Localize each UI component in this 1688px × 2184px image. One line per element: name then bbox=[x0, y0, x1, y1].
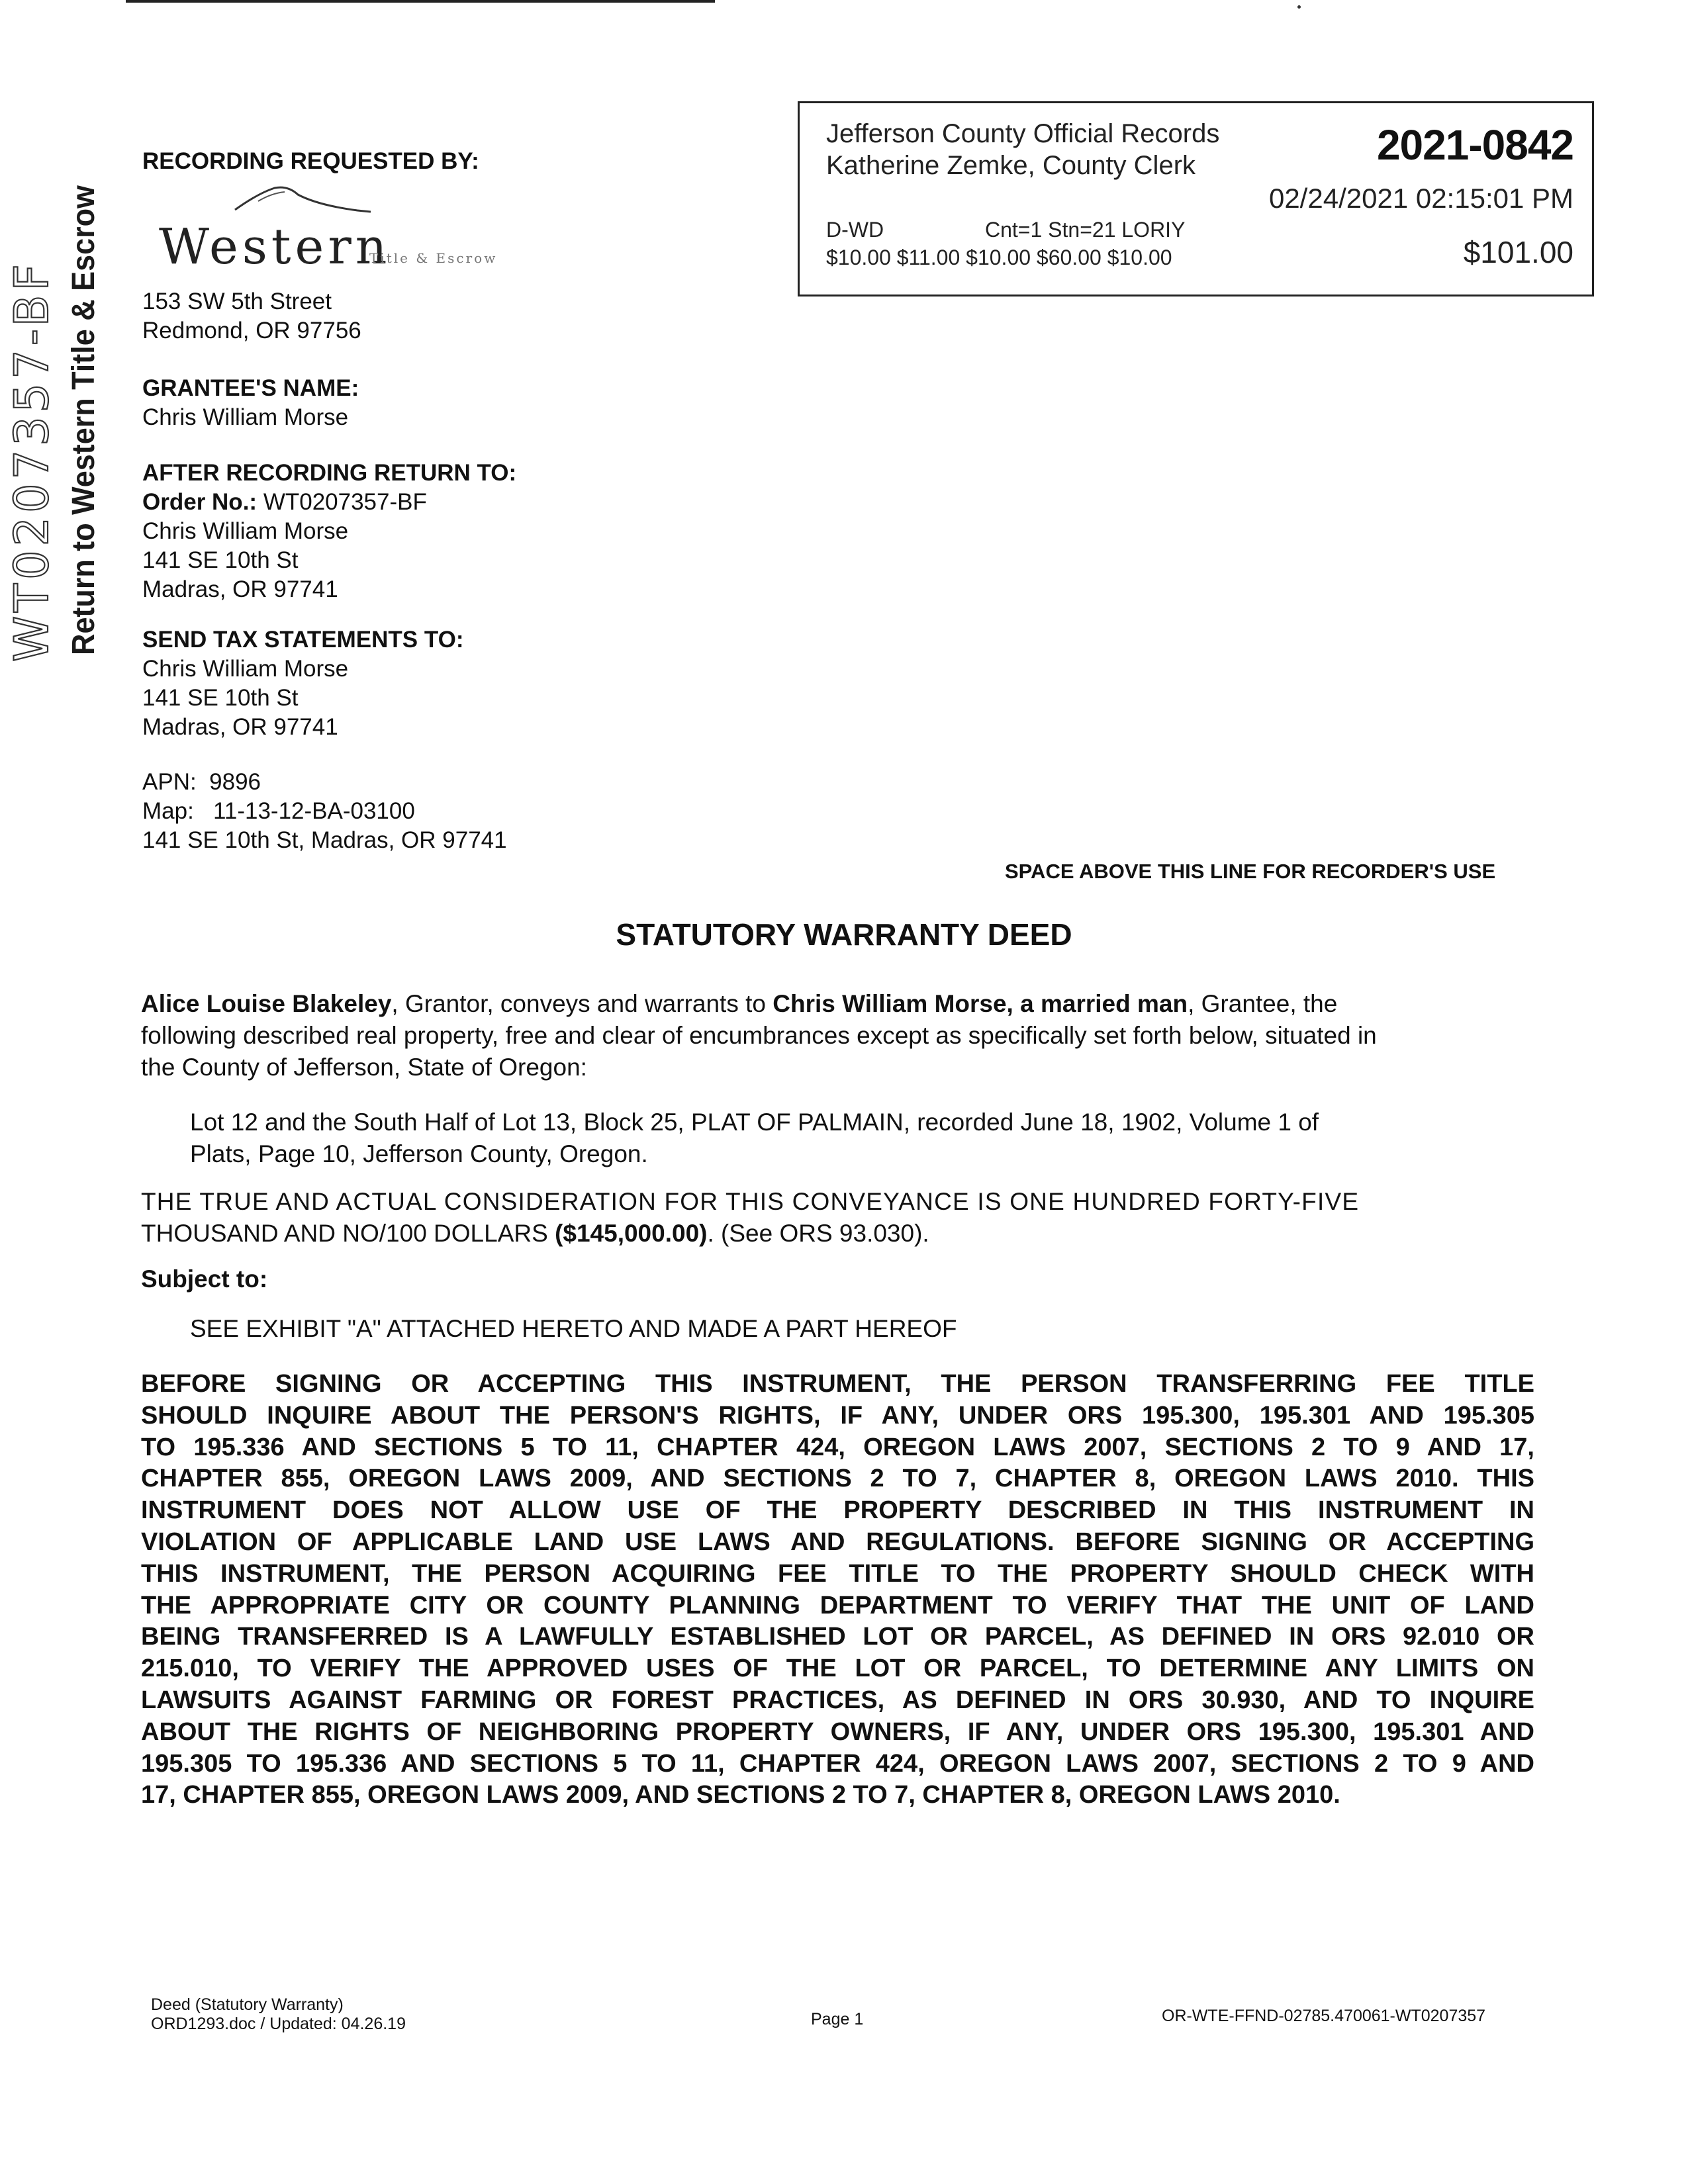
footer-form-info bbox=[151, 1995, 406, 2034]
footer-reference: OR-WTE-FFND-02785.470061-WT0207357 bbox=[1162, 2007, 1486, 2025]
recording-datetime: 02/24/2021 02:15:01 PM bbox=[1268, 183, 1573, 214]
logo-subtitle: Title & Escrow bbox=[369, 250, 498, 266]
return-to-section bbox=[142, 459, 516, 604]
property-info bbox=[142, 768, 507, 855]
tax-city: Madras, OR 97741 bbox=[142, 714, 338, 740]
fee-total: $101.00 bbox=[1463, 235, 1573, 269]
footer-page-number: Page 1 bbox=[811, 2010, 864, 2028]
footer-form-name: Deed (Statutory Warranty) bbox=[151, 1995, 344, 2014]
legal-line-2: Plats, Page 10, Jefferson County, Oregon. bbox=[190, 1140, 648, 1167]
return-to-stamp: Return to Western Title & Escrow bbox=[66, 185, 101, 655]
legal-line-1: Lot 12 and the South Half of Lot 13, Block 25, PLAT OF PALMAIN, recorded June 18, 1902, Volume 1 of bbox=[190, 1109, 1319, 1136]
return-to-street: 141 SE 10th St bbox=[142, 547, 299, 573]
grant-line-2: following described real property, free and clear of encumbrances except as specifically set forth below, situated in bbox=[141, 1022, 1377, 1049]
subject-to-label: Subject to: bbox=[141, 1265, 268, 1293]
recording-office: Jefferson County Official Records bbox=[826, 119, 1220, 148]
scan-top-rule bbox=[126, 0, 715, 3]
map-label: Map: bbox=[142, 798, 194, 824]
disclaimer-line: BEING TRANSFERRED IS A LAWFULLY ESTABLISHED LOT OR PARCEL, AS DEFINED IN ORS 92.010 OR bbox=[141, 1623, 1534, 1651]
disclaimer-line: 195.305 TO 195.336 AND SECTIONS 5 TO 11, CHAPTER 424, OREGON LAWS 2007, SECTIONS 2 TO 9 AND bbox=[141, 1749, 1534, 1778]
footer-form-file: ORD1293.doc / Updated: 04.26.19 bbox=[151, 2015, 406, 2033]
disclaimer-line: 215.010, TO VERIFY THE APPROVED USES OF THE LOT OR PARCEL, TO DETERMINE ANY LIMITS ON bbox=[141, 1655, 1534, 1683]
disclaimer-line: CHAPTER 855, OREGON LAWS 2009, AND SECTIONS 2 TO 7, CHAPTER 8, OREGON LAWS 2010. THIS bbox=[141, 1465, 1534, 1493]
tax-statements-section bbox=[142, 625, 463, 742]
grantor-name: Alice Louise Blakeley bbox=[141, 990, 392, 1017]
consideration-line-1: THE TRUE AND ACTUAL CONSIDERATION FOR THIS CONVEYANCE IS ONE HUNDRED FORTY-FIVE bbox=[141, 1188, 1360, 1215]
margin-annotations bbox=[0, 185, 119, 662]
fees-breakdown: $10.00 $11.00 $10.00 $60.00 $10.00 bbox=[826, 246, 1172, 269]
consideration-line-2a: THOUSAND AND NO/100 DOLLARS bbox=[141, 1220, 555, 1247]
disclaimer-line: THIS INSTRUMENT, THE PERSON ACQUIRING FEE TITLE TO THE PROPERTY SHOULD CHECK WITH bbox=[141, 1559, 1534, 1588]
disclaimer-line: BEFORE SIGNING OR ACCEPTING THIS INSTRUMENT, THE PERSON TRANSFERRING FEE TITLE bbox=[141, 1370, 1534, 1398]
grantee-name: Chris William Morse bbox=[142, 404, 349, 430]
exhibit-reference: SEE EXHIBIT "A" ATTACHED HERETO AND MADE A PART HEREOF bbox=[190, 1315, 957, 1342]
disclaimer-line: TO 195.336 AND SECTIONS 5 TO 11, CHAPTER 424, OREGON LAWS 2007, SECTIONS 2 TO 9 AND 17, bbox=[141, 1433, 1534, 1461]
legal-description bbox=[190, 1107, 1514, 1170]
consideration-amount: ($145,000.00) bbox=[555, 1220, 708, 1247]
grantee-label: GRANTEE'S NAME: bbox=[142, 375, 359, 401]
grant-text-2: , Grantee, the bbox=[1188, 990, 1338, 1017]
disclaimer-line: THE APPROPRIATE CITY OR COUNTY PLANNING DEPARTMENT TO VERIFY THAT THE UNIT OF LAND bbox=[141, 1591, 1534, 1619]
disclaimer-line: INSTRUMENT DOES NOT ALLOW USE OF THE PROPERTY DESCRIBED IN THIS INSTRUMENT IN bbox=[141, 1496, 1534, 1525]
scan-speck bbox=[1297, 5, 1301, 9]
disclaimer-line: SHOULD INQUIRE ABOUT THE PERSON'S RIGHTS, IF ANY, UNDER ORS 195.300, 195.301 AND 195.305 bbox=[141, 1401, 1534, 1430]
recording-counts: Cnt=1 Stn=21 LORIY bbox=[985, 218, 1186, 242]
tax-name: Chris William Morse bbox=[142, 656, 349, 682]
disclaimer-line: LAWSUITS AGAINST FARMING OR FOREST PRACTICES, AS DEFINED IN ORS 30.930, AND TO INQUIRE bbox=[141, 1686, 1534, 1714]
disclaimer-line: ABOUT THE RIGHTS OF NEIGHBORING PROPERTY OWNERS, IF ANY, UNDER ORS 195.300, 195.301 AND bbox=[141, 1717, 1534, 1746]
county-clerk: Katherine Zemke, County Clerk bbox=[826, 151, 1196, 180]
company-address-line1: 153 SW 5th Street bbox=[142, 289, 332, 314]
apn-label: APN: bbox=[142, 769, 197, 795]
disclaimer-line: 17, CHAPTER 855, OREGON LAWS 2009, AND SECTIONS 2 TO 7, CHAPTER 8, OREGON LAWS 2010. bbox=[141, 1781, 1340, 1809]
return-to-label: AFTER RECORDING RETURN TO: bbox=[142, 460, 517, 486]
grantee-section bbox=[142, 374, 359, 432]
consideration-statement bbox=[141, 1186, 1534, 1250]
statutory-disclaimer bbox=[141, 1369, 1534, 1811]
grant-line-3: the County of Jefferson, State of Oregon: bbox=[141, 1054, 587, 1081]
grant-text-1: , Grantor, conveys and warrants to bbox=[391, 990, 773, 1017]
recording-stamp-box bbox=[798, 101, 1594, 296]
instrument-number: 2021-0842 bbox=[1376, 121, 1573, 169]
tax-street: 141 SE 10th St bbox=[142, 685, 299, 711]
disclaimer-line: VIOLATION OF APPLICABLE LAND USE LAWS AND REGULATIONS. BEFORE SIGNING OR ACCEPTING bbox=[141, 1527, 1534, 1556]
grantee-full: Chris William Morse, a married man bbox=[773, 990, 1188, 1017]
company-address bbox=[142, 287, 361, 345]
return-to-city: Madras, OR 97741 bbox=[142, 576, 338, 602]
apn-value: 9896 bbox=[209, 769, 261, 795]
map-value: 11-13-12-BA-03100 bbox=[213, 798, 415, 824]
property-address: 141 SE 10th St, Madras, OR 97741 bbox=[142, 827, 507, 853]
tax-statements-label: SEND TAX STATEMENTS TO: bbox=[142, 627, 464, 653]
return-to-name: Chris William Morse bbox=[142, 518, 349, 544]
doc-type: D-WD bbox=[826, 218, 884, 242]
handwritten-order-number: WT0207357-BF bbox=[5, 260, 59, 662]
logo-wordmark: Western bbox=[159, 218, 391, 275]
grant-paragraph bbox=[141, 988, 1534, 1083]
recording-requested-by-label: RECORDING REQUESTED BY: bbox=[142, 148, 479, 174]
recorder-space-note: SPACE ABOVE THIS LINE FOR RECORDER'S USE bbox=[1005, 860, 1496, 883]
order-number-label: Order No.: bbox=[142, 489, 258, 515]
order-number: WT0207357-BF bbox=[263, 489, 427, 515]
consideration-line-2b: . (See ORS 93.030). bbox=[707, 1220, 929, 1247]
company-address-line2: Redmond, OR 97756 bbox=[142, 318, 361, 343]
document-title: STATUTORY WARRANTY DEED bbox=[616, 917, 1072, 952]
